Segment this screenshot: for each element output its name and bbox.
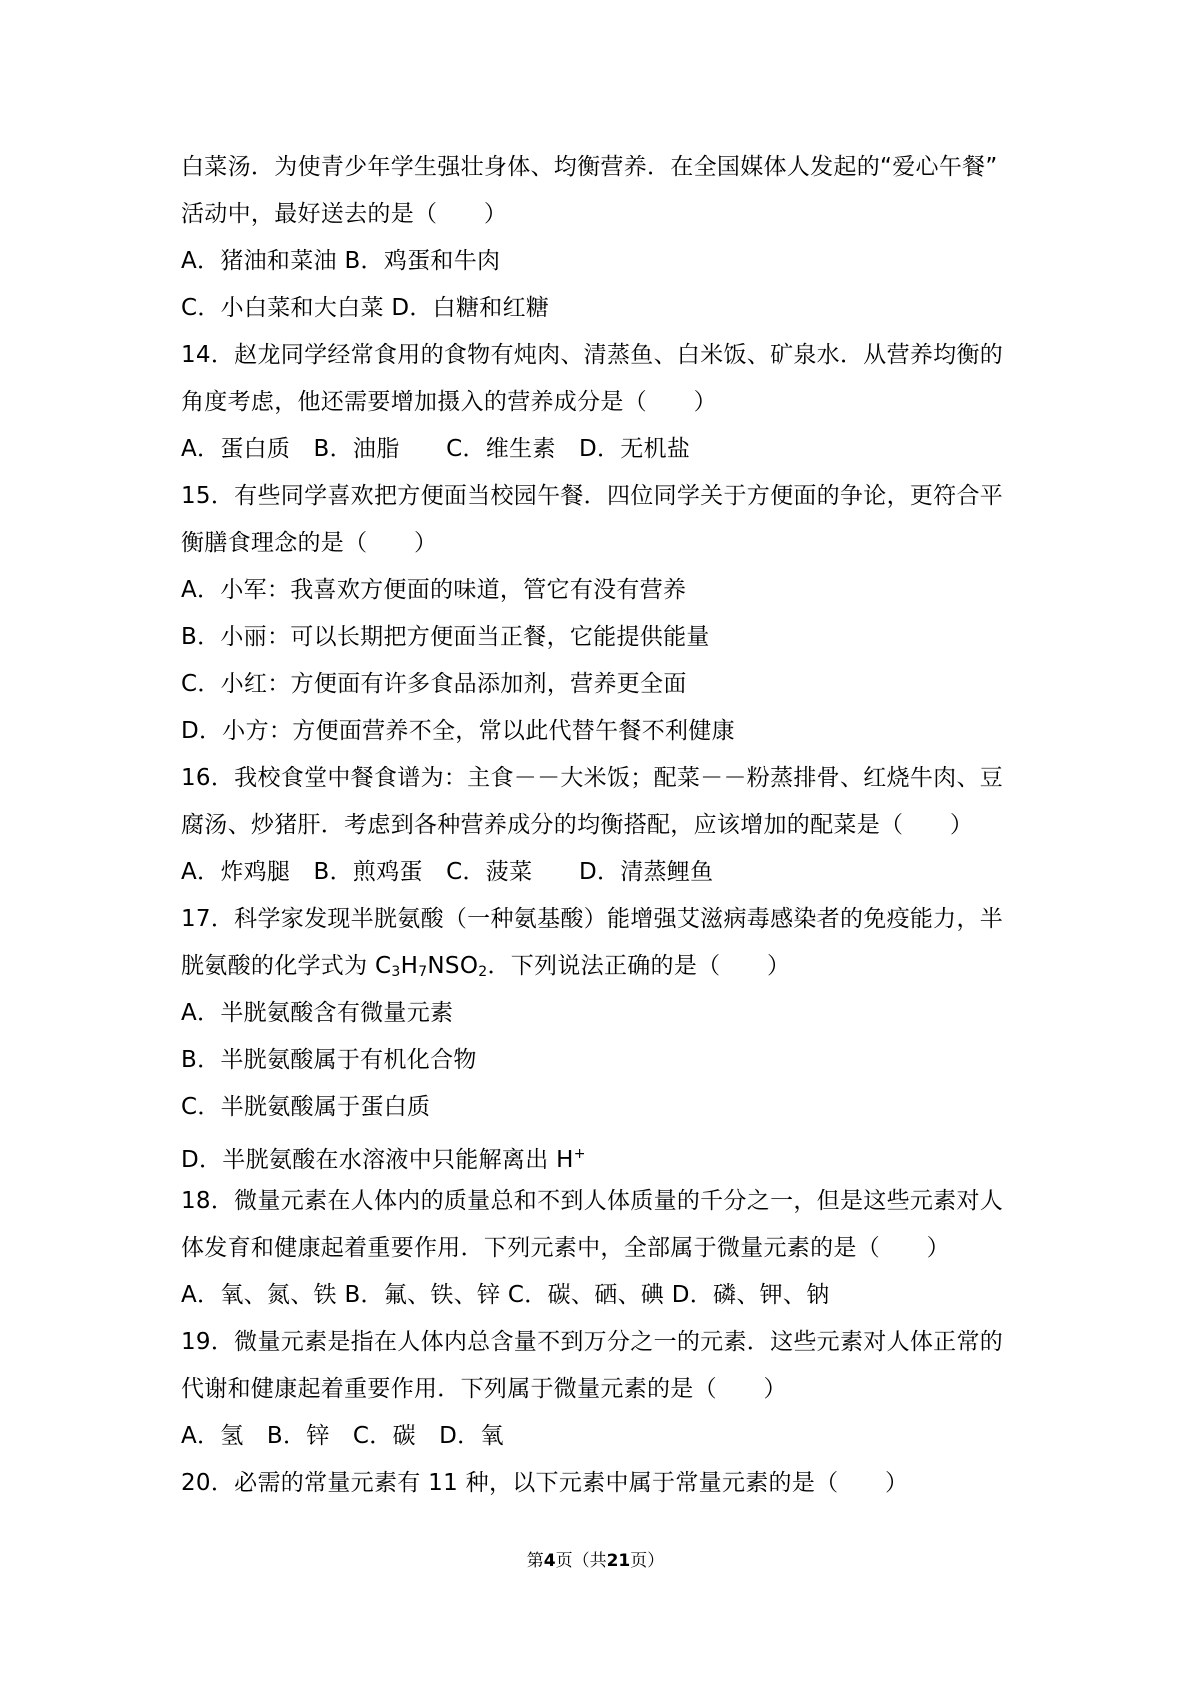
text-line: 活动中，最好送去的是（ ） (181, 201, 508, 227)
option-line: B．小丽：可以长期把方便面当正餐，它能提供能量 (181, 624, 710, 650)
option-line: A．氢 B．锌 C．碳 D．氧 (181, 1423, 504, 1449)
option-line: A．猪油和菜油 B．鸡蛋和牛肉 (181, 248, 501, 274)
question-17: 17．科学家发现半胱氨酸（一种氨基酸）能增强艾滋病毒感染者的免疫能力，半 (181, 906, 1004, 932)
option-line: D．小方：方便面营养不全，常以此代替午餐不利健康 (181, 718, 735, 744)
question-19: 19．微量元素是指在人体内总含量不到万分之一的元素．这些元素对人体正常的 (181, 1329, 1004, 1355)
question-16: 16．我校食堂中餐食谱为：主食－－大米饭；配菜－－粉蒸排骨、红烧牛肉、豆 (181, 765, 1004, 791)
question-18: 18．微量元素在人体内的质量总和不到人体质量的千分之一，但是这些元素对人 (181, 1188, 1004, 1214)
question-20: 20．必需的常量元素有 11 种，以下元素中属于常量元素的是（ ） (181, 1470, 909, 1496)
page-footer: 第4页（共21页） (526, 1551, 665, 1571)
text-line: 代谢和健康起着重要作用．下列属于微量元素的是（ ） (181, 1376, 787, 1402)
document-body (181, 144, 1021, 1507)
question-15: 15．有些同学喜欢把方便面当校园午餐．四位同学关于方便面的争论，更符合平 (181, 483, 1004, 509)
formula-line: 胱氨酸的化学式为 $C_3H_7NSO_2$．下列说法正确的是（ ） (181, 953, 791, 980)
option-line: B．半胱氨酸属于有机化合物 (181, 1047, 477, 1073)
option-line: A．小军：我喜欢方便面的味道，管它有没有营养 (181, 577, 687, 603)
option-line: C．半胱氨酸属于蛋白质 (181, 1094, 431, 1120)
option-line: A．蛋白质 B．油脂 C．维生素 D．无机盐 (181, 436, 691, 462)
option-line: A．氧、氮、铁 B．氟、铁、锌 C．碳、硒、碘 D．磷、钾、钠 (181, 1282, 830, 1308)
page-total: 21 (606, 1551, 631, 1571)
page-number: 4 (543, 1551, 556, 1571)
option-line: A．半胱氨酸含有微量元素 (181, 1000, 454, 1026)
text-line: 衡膳食理念的是（ ） (181, 530, 438, 556)
option-line: A．炸鸡腿 B．煎鸡蛋 C．菠菜 D．清蒸鲤鱼 (181, 859, 714, 885)
question-14: 14．赵龙同学经常食用的食物有炖肉、清蒸鱼、白米饭、矿泉水．从营养均衡的 (181, 342, 1004, 368)
option-line: C．小白菜和大白菜 D．白糖和红糖 (181, 295, 550, 321)
option-line: C．小红：方便面有许多食品添加剂，营养更全面 (181, 671, 687, 697)
option-line: D．半胱氨酸在水溶液中只能解离出 H+ (181, 1146, 586, 1173)
text-line: 体发育和健康起着重要作用．下列元素中，全部属于微量元素的是（ ） (181, 1235, 950, 1261)
text-line: 角度考虑，他还需要增加摄入的营养成分是（ ） (181, 389, 717, 415)
text-line: 白菜汤．为使青少年学生强壮身体、均衡营养．在全国媒体人发起的“爱心午餐” (181, 154, 998, 180)
text-line: 腐汤、炒猪肝．考虑到各种营养成分的均衡搭配，应该增加的配菜是（ ） (181, 812, 974, 838)
